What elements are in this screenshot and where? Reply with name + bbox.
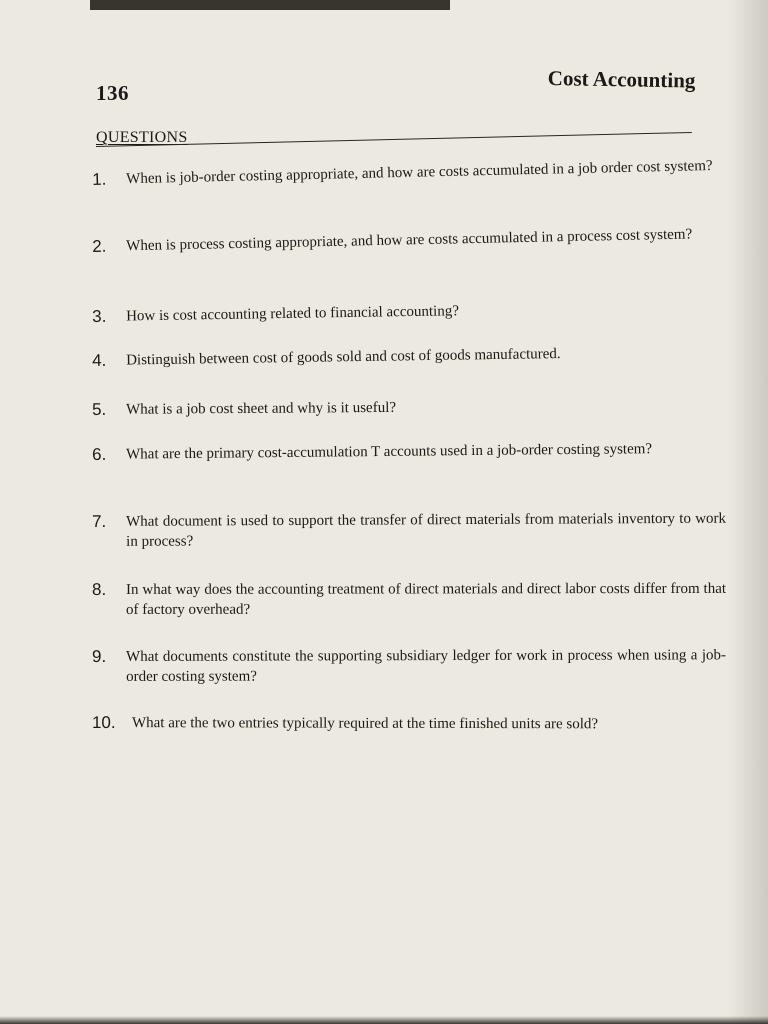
question-item-10 [92,713,726,735]
question-item-7 [92,509,726,552]
question-text: What document is used to support the transfer of direct materials from materials inventory to work in process? [126,510,727,550]
page-bottom-shadow [0,1016,768,1024]
question-number: 10. [91,713,116,733]
question-text: What is a job cost sheet and why is it useful? [126,399,397,418]
running-title: Cost Accounting [547,66,696,93]
question-text: Distinguish between cost of goods sold and cost of goods manufactured. [126,346,561,369]
question-item-5 [92,396,726,420]
page-number: 136 [96,81,129,105]
page-gutter-shade [728,0,768,1024]
question-number: 4. [92,350,107,370]
question-text: What are the primary cost-accumulation T accounts used in a job-order costing system? [126,441,653,463]
question-number: 7. [92,511,107,531]
question-text: How is cost accounting related to financial accounting? [126,303,460,325]
question-item-2 [92,224,726,257]
question-item-9 [92,645,726,687]
question-item-6 [92,438,726,465]
question-text: What are the two entries typically required at the time finished units are sold? [131,715,599,733]
question-text: When is process costing appropriate, and how are costs accumulated in a process cost system? [126,226,693,255]
question-item-4 [92,342,726,371]
question-number: 9. [92,646,107,666]
question-number: 5. [92,399,107,419]
section-heading: QUESTIONS [96,129,188,146]
question-number: 1. [92,169,107,189]
question-number: 6. [92,444,107,464]
question-item-3 [92,297,726,327]
question-item-1 [92,156,726,190]
question-item-8 [92,579,726,620]
question-number: 8. [92,579,107,599]
question-number: 2. [92,236,107,256]
question-number: 3. [92,306,107,326]
question-text: When is job-order costing appropriate, and how are costs accumulated in a job order cost system? [126,157,713,188]
page-top-shadow [90,0,450,10]
question-text: In what way does the accounting treatment of direct materials and direct labor costs differ from that of factory overhead? [126,580,727,618]
question-text: What documents constitute the supporting subsidiary ledger for work in process when using a job-order costing system? [126,647,727,685]
